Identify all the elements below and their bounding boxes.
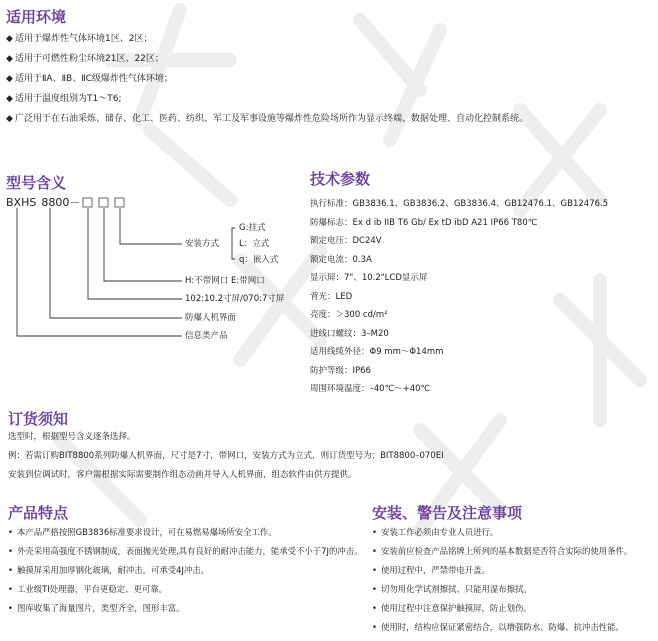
env-item: ◆ 广泛用于在石油采炼、储存、化工、医药、纺织、军工及军事设施等爆炸性危险场所作为显示终端、数据处理、自动化控制系统。 <box>6 114 529 124</box>
code-box-screen <box>83 198 92 207</box>
connector-install <box>120 208 182 244</box>
connector-network <box>104 208 182 281</box>
connector-hmi <box>50 208 182 318</box>
order-title: 订货须知 <box>8 410 69 428</box>
feature-item: • 本产品严格按照GB3836标准要求设计，可在易燃易爆场所安全工作。 <box>8 527 277 537</box>
safety-item: • 切勿用化学试剂擦拭、只能用湿布擦拭。 <box>372 584 532 594</box>
diamond-bullet-icon: ◆ <box>6 74 13 84</box>
install-option-hang: G:挂式 <box>239 223 266 233</box>
feature-item: • 图库收集了海量图片，类型齐全，图形丰富。 <box>8 603 185 613</box>
diamond-bullet-icon: ◆ <box>6 54 13 64</box>
features-title: 产品特点 <box>8 504 69 522</box>
diamond-bullet-icon: ◆ <box>6 114 13 124</box>
dot-bullet-icon: • <box>372 603 377 613</box>
model-code-dash: － <box>69 196 81 209</box>
tech-title: 技术参数 <box>310 170 371 188</box>
dot-bullet-icon: • <box>8 565 13 575</box>
tech-param-row: 亮度：＞300 cd/m² <box>310 310 388 320</box>
env-item: ◆ 适用于可燃性粉尘环境21区、22区； <box>6 54 164 64</box>
feature-item: • 触摸屏采用加厚钢化玻璃，耐冲击，可承受4J冲击。 <box>8 565 210 575</box>
dot-bullet-icon: • <box>8 584 13 594</box>
screen-label: 102:10.2寸屏/070:7寸屏 <box>185 294 285 304</box>
dot-bullet-icon: • <box>8 546 13 556</box>
diamond-bullet-icon: ◆ <box>6 34 13 44</box>
tech-param-row: 额定电流：0.3A <box>310 254 372 265</box>
feature-item: • 工业级TI处理器，平台更稳定、更可靠。 <box>8 584 167 594</box>
env-item: ◆ 适用于温度组别为T1～T6; <box>6 94 122 104</box>
tech-param-list <box>310 199 608 403</box>
model-code-number: 8800 <box>41 196 70 209</box>
code-box-install <box>115 198 124 207</box>
env-item: ◆ 适用于ⅡA、ⅡB、ⅡC级爆炸性气体环境； <box>6 74 173 84</box>
network-label: H:不带网口 E:带网口 <box>185 276 265 286</box>
install-bracket <box>232 228 235 259</box>
install-option-embed: q：嵌入式 <box>239 255 279 265</box>
tech-param-row: 进线口螺纹：3–M20 <box>310 328 389 339</box>
tech-param-row: 防护等级：IP66 <box>310 365 371 376</box>
order-line: 选型时，根据型号含义逐条选择。 <box>8 432 136 442</box>
order-lines <box>8 432 648 482</box>
model-code-prefix: BXHS <box>6 196 37 209</box>
order-line: 例：若需订购BIT8800系列防爆人机界面，尺寸是7寸，带网口，安装方式为立式，则订货型号为：BIT8800–070EI <box>8 451 444 461</box>
env-item: ◆ 适用于爆炸性气体环境1区、2区； <box>6 34 153 44</box>
tech-param-row: 额定电压：DC24V <box>310 236 382 246</box>
dot-bullet-icon: • <box>372 527 377 537</box>
dot-bullet-icon: • <box>372 622 377 632</box>
safety-item: • 安装前应检查产品铭牌上所列的基本数据是否符合实际的使用条件。 <box>372 546 633 556</box>
connector-info <box>17 208 182 336</box>
safety-item: • 安装工作必须由专业人员进行。 <box>372 527 499 537</box>
tech-param-row: 防爆标志：Ex d ib IIB T6 Gb/ Ex tD ibD A21 IP66 T80℃ <box>310 217 538 228</box>
safety-list <box>372 527 656 637</box>
tech-param-row: 显示屏：7"、10.2"LCD显示屏 <box>310 273 428 283</box>
safety-item: • 使用过程中，严禁带电开盖。 <box>372 565 490 575</box>
dot-bullet-icon: • <box>372 565 377 575</box>
feature-item: • 外壳采用高强度不锈钢制成，表面抛光处理,具有良好的耐冲击能力，能承受不小于7J的冲击。 <box>8 546 363 556</box>
features-list <box>8 527 368 637</box>
env-title: 适用环境 <box>6 8 67 26</box>
tech-param-row: 适用线缆外径：Φ9 mm～Φ14mm <box>310 347 444 357</box>
safety-item: • 使用时，结构应保证紧密结合，以增强防水、防爆、抗冲击性能。 <box>372 622 624 632</box>
tech-param-row: 执行标准：GB3836.1、GB3836.2、GB3836.4、GB12476.1、GB12476.5 <box>310 199 609 209</box>
tech-param-row: 周围环境温度：–40℃～+40℃ <box>310 384 431 394</box>
dot-bullet-icon: • <box>372 584 377 594</box>
dot-bullet-icon: • <box>8 603 13 613</box>
safety-title: 安装、警告及注意事项 <box>372 504 523 522</box>
model-title: 型号含义 <box>6 174 67 192</box>
dot-bullet-icon: • <box>372 546 377 556</box>
dot-bullet-icon: • <box>8 527 13 537</box>
code-box-network <box>99 198 108 207</box>
info-label: 信息类产品 <box>185 331 228 341</box>
order-line: 安装到位调试时，客户需根据实际需要制作组态动画并导入人机界面，组态软件由供方提供。 <box>8 470 357 480</box>
install-label: 安装方式 <box>185 239 220 249</box>
install-option-stand: L：立式 <box>239 239 270 249</box>
connector-screen <box>88 208 182 299</box>
tech-param-row: 背光：LED <box>310 291 353 302</box>
safety-item: • 使用过程中注意保护触摸屏，防止划伤。 <box>372 603 532 613</box>
diamond-bullet-icon: ◆ <box>6 94 13 104</box>
hmi-label: 防爆人机界面 <box>185 313 237 323</box>
